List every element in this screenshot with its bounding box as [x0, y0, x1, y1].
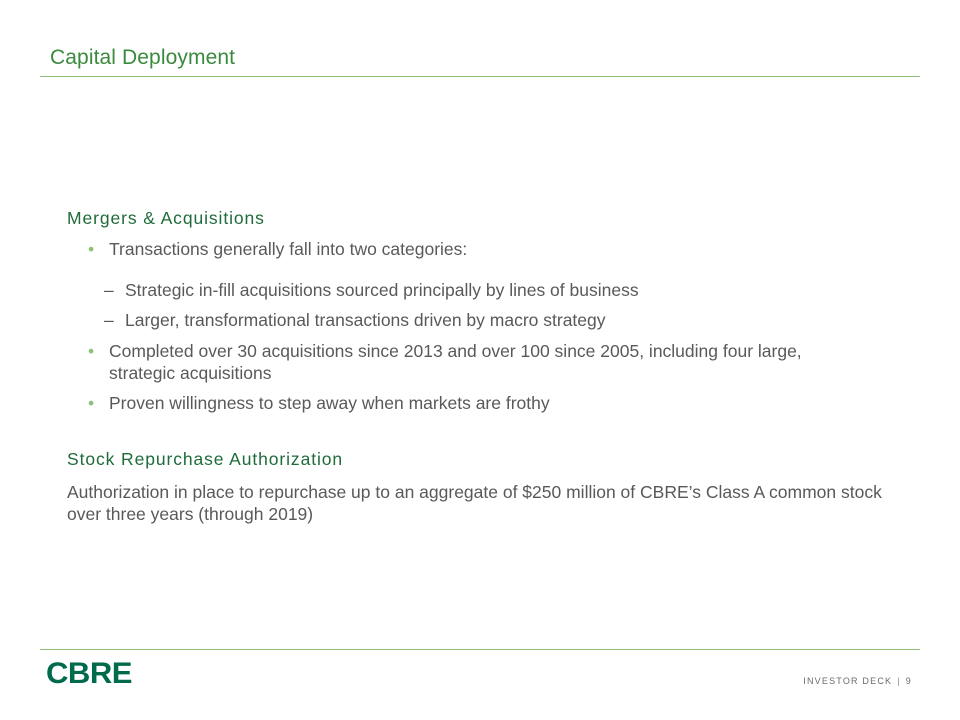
footer-label: [803, 676, 912, 686]
footer-separator: |: [897, 676, 901, 686]
ma-bullet-2: [88, 340, 878, 384]
cbre-logo-text: CBRE: [46, 657, 132, 687]
ma-subbullet-2-text: Larger, transformational transactions driven by macro strategy: [125, 310, 606, 330]
ma-subbullet-1-text: Strategic in-fill acquisitions sourced principally by lines of business: [125, 280, 639, 300]
page-number: 9: [905, 676, 912, 686]
bullet-mark: •: [88, 239, 95, 259]
ma-bullet-3-text: Proven willingness to step away when markets are frothy: [109, 393, 550, 413]
slide-title: Capital Deployment: [50, 46, 236, 69]
buyback-body: Authorization in place to repurchase up to an aggregate of $250 million of CBRE’s Class A common stock over three years (through 2019): [67, 482, 882, 524]
dash-mark: –: [104, 280, 114, 300]
bullet-mark: •: [88, 393, 95, 413]
dash-mark: –: [104, 310, 114, 330]
ma-bullet-1-text: Transactions generally fall into two categories:: [109, 239, 468, 259]
ma-bullet-3: [88, 392, 878, 414]
deck-label: INVESTOR DECK: [803, 676, 893, 686]
ma-bullet-2-text: Completed over 30 acquisitions since 2013 and over 100 since 2005, including four large, strategic acquisitions: [109, 341, 802, 383]
bullet-mark: •: [88, 341, 95, 361]
ma-heading: Mergers & Acquisitions: [67, 208, 265, 228]
buyback-heading: Stock Repurchase Authorization: [67, 449, 344, 469]
footer-rule: [40, 649, 920, 650]
cbre-logo: [46, 657, 136, 687]
ma-subbullet-1: [104, 279, 864, 301]
ma-subbullet-2: [104, 309, 864, 331]
ma-bullet-1: [88, 238, 878, 260]
title-rule: [40, 76, 920, 77]
